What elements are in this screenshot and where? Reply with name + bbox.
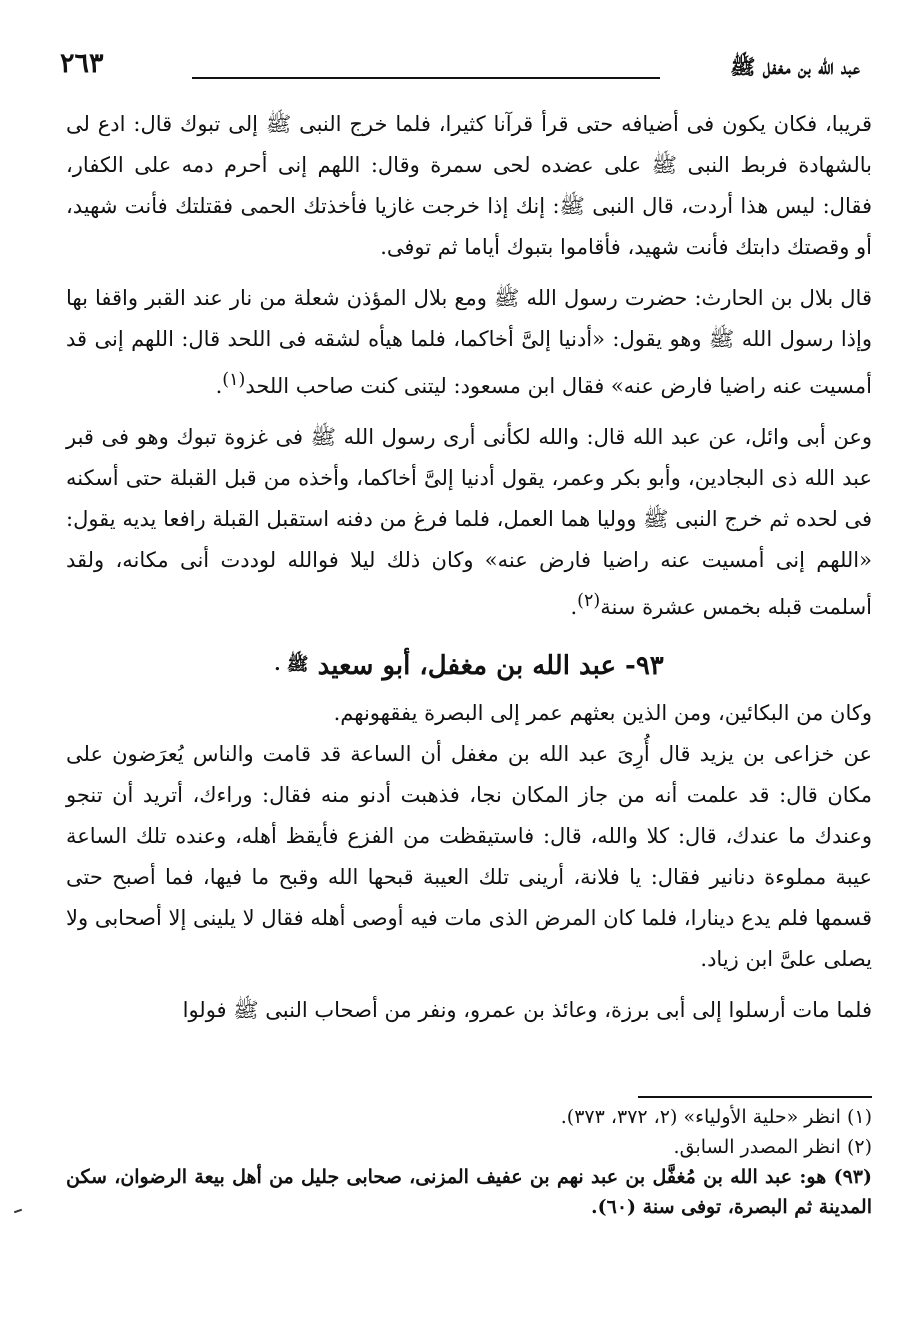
paragraph-1: قريبا، فكان يكون فى أضيافه حتى قرأ قرآنا كثيرا، فلما خرج النبى ﷺ إلى تبوك قال: ادع لى بالشهادة فربط النبى ﷺ على عضده لحى سمرة وقال: اللهم إنى أحرم دمه على الكفار، فقال: ليس هذا أردت، قال النبى ﷺ: إنك إذا خرجت غازيا فأخذتك الحمى فقتلتك فأنت شهيد، أو وقصتك دابتك فأنت شهيد، فأقاموا بتبوك أياما ثم توفى. xyxy=(66,112,872,259)
paragraph-3-text: وعن أبى وائل، عن عبد الله قال: والله لكأنى أرى رسول الله ﷺ فى غزوة تبوك وهو فى قبر عبد الله ذى البجادين، وأبو بكر وعمر، يقول أدنيا إلىَّ أخاكما، وأخذه من قبل القبلة حتى أسكنه فى لحده ثم خرج النبى ﷺ ووليا هما العمل، فلما فرغ من دفنه استقبل القبلة رافعا يديه يقول: «اللهم إنى أمسيت عنه راضيا فارض عنه» وكان ذلك ليلا فوالله لوددت أنى مكانه، ولقد أسلمت قبله بخمس عشرة سنة xyxy=(66,425,872,619)
paragraph-5: عن خزاعى بن يزيد قال أُرِىَ عبد الله بن مغفل أن الساعة قد قامت والناس يُعرَضون على مكان قال: قد علمت أنه من جاز المكان نجا، فذهبت أدنو منه فقال: وراءك، أتريد أن تنجو وعندك ما عندك، قال: كلا والله، قال: فاستيقظت من الفزع فأيقظ أهله، وعنده تلك الساعة عيبة مملوءة دنانير فقال: يا فلانة، أرينى تلك العيبة قبحها الله وقبح ما فيها، فما أصبح حتى قسمها فلم يدع دينارا، فلما كان المرض الذى مات فيه أوصى أهله فقال لا يلينى إلا أصحابى ولا يصلى علىَّ ابن زياد. xyxy=(66,742,872,971)
paragraph-3 xyxy=(66,417,872,628)
footnote-1: (١) انظر «حلية الأولياء» (٢، ٣٧٢، ٣٧٣). xyxy=(560,1106,872,1128)
footnote-ref-1: (١) xyxy=(222,370,246,390)
footnote-93: (٩٣) هو: عبد الله بن مُغفَّل بن عبد نهم بن عفيف المزنى، صحابى جليل من أهل بيعة الرضوان، سكن المدينة ثم البصرة، توفى سنة (٦٠). xyxy=(66,1166,872,1218)
paragraph-2 xyxy=(66,278,872,407)
page-number: ٢٦٣ xyxy=(60,48,104,79)
footnotes xyxy=(66,1102,872,1222)
body-text xyxy=(66,104,872,1031)
honorific-mark: ﷺ . xyxy=(274,654,309,675)
section-heading xyxy=(66,644,872,687)
paragraph-4: وكان من البكائين، ومن الذين بعثهم عمر إلى البصرة يفقهونهم. xyxy=(333,701,872,725)
paragraph-3-end: . xyxy=(570,595,578,619)
scan-speck xyxy=(14,1208,26,1214)
paragraph-2-text: قال بلال بن الحارث: حضرت رسول الله ﷺ ومع بلال المؤذن شعلة من نار عند القبر واقفا بها وإذا رسول الله ﷺ وهو يقول: «أدنيا إلىَّ أخاكما، فلما هيأه لشقه فى اللحد قال: اللهم إنى قد أمسيت عنه راضيا فارض عنه» فقال ابن مسعود: ليتنى كنت صاحب اللحد xyxy=(66,286,872,398)
page-header xyxy=(60,48,860,86)
section-heading-text: ٩٣- عبد الله بن مغفل، أبو سعيد xyxy=(317,651,664,681)
footnote-rule xyxy=(638,1096,872,1098)
footnote-2: (٢) انظر المصدر السابق. xyxy=(673,1136,872,1158)
paragraph-6: فلما مات أرسلوا إلى أبى برزة، وعائذ بن عمرو، ونفر من أصحاب النبى ﷺ فولوا xyxy=(182,998,872,1022)
paragraph-2-end: . xyxy=(215,374,223,398)
running-title: عبد الله بن مغفل ﷺ xyxy=(730,54,860,79)
footnote-ref-2: (٢) xyxy=(577,591,601,611)
header-rule xyxy=(192,77,660,79)
